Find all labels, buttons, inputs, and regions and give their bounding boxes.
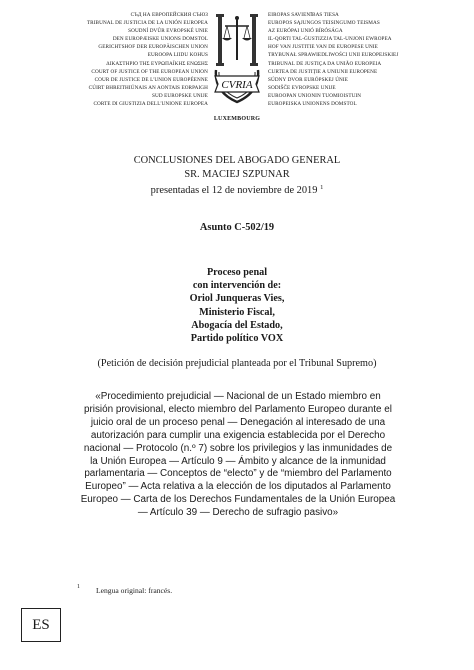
court-name: EUROPEISKA UNIONENS DOMSTOL [268, 101, 357, 108]
court-name: COUR DE JUSTICE DE L'UNION EUROPÉENNE [94, 76, 208, 83]
case-number: Asunto C-502/19 [199, 222, 275, 233]
court-name: GERICHTSHOF DER EUROPÄISCHEN UNION [98, 44, 208, 51]
court-emblem-icon [210, 12, 264, 116]
court-name: SOUDNÍ DVŮR EVROPSKÉ UNIE [128, 28, 208, 35]
footnote-number: 1 [77, 584, 80, 590]
court-names-left [58, 11, 208, 108]
party-name: Partido político VOX [190, 333, 284, 345]
court-name: HOF VAN JUSTITIE VAN DE EUROPESE UNIE [268, 44, 378, 51]
proceedings-block [0, 266, 474, 345]
title-line: CONCLUSIONES DEL ABOGADO GENERAL [133, 155, 341, 166]
court-name: CURTEA DE JUSTIȚIE A UNIUNII EUROPENE [268, 68, 378, 75]
emblem-caption: LUXEMBOURG [213, 116, 261, 122]
court-name: СЪД НА ЕВРОПЕЙСКИЯ СЪЮЗ [130, 12, 208, 18]
emblem-motto: CVRIA [221, 79, 253, 91]
reference-for-ruling: (Petición de decisión prejudicial planteada por el Tribunal Supremo) [97, 358, 377, 369]
court-name: EUROPOS SĄJUNGOS TEISINGUMO TEISMAS [268, 20, 380, 27]
party-name: Oriol Junqueras Vies, [189, 293, 285, 305]
court-name: SÚDNY DVOR EURÓPSKEJ ÚNIE [268, 76, 348, 83]
document-title [0, 154, 474, 198]
court-name: EIROPAS SAVIENĪBAS TIESA [268, 12, 339, 18]
advocate-general-name: SR. MACIEJ SZPUNAR [184, 168, 290, 180]
court-name: TRYBUNAŁ SPRAWIEDLIWOŚCI UNII EUROPEJSKIEJ [268, 52, 399, 59]
court-name: ΔΙΚΑΣΤΗΡΙΟ ΤΗΣ ΕΥΡΩΠΑΪΚΗΣ ΕΝΩΣΗΣ [106, 60, 208, 67]
party-name: Abogacía del Estado, [191, 319, 283, 331]
court-name: SUD EUROPSKE UNIJE [152, 92, 208, 99]
court-names-right [268, 11, 438, 108]
court-name: DEN EUROPÆISKE UNIONS DOMSTOL [112, 36, 208, 43]
proceedings-line: con intervención de: [192, 280, 282, 292]
delivery-date-line [0, 181, 474, 198]
language-code-box [21, 608, 61, 642]
court-name: TRIBUNAL DE JUSTICIA DE LA UNIÓN EUROPEA [86, 20, 208, 27]
footnote-reference[interactable]: 1 [320, 184, 324, 192]
court-name: CORTE DI GIUSTIZIA DELL'UNIONE EUROPEA [93, 101, 208, 108]
court-name: CÚIRT BHREITHIÚNAIS AN AONTAIS EORPAIGH [88, 84, 208, 91]
footnote-text: Lengua original: francés. [96, 586, 173, 595]
court-name: EUROOPAN UNIONIN TUOMIOISTUIN [268, 92, 362, 99]
keywords-paragraph: «Procedimiento prejudicial — Nacional de un Estado miembro en prisión provisional, electo miembro del Parlamento Europeo durante el juicio oral de un proceso penal — Denegación al interesado de una autorización para cumplir una exigencia establecida por el Derecho nacional — Protocolo (n.º 7) sobre los privilegios y las inmunidades de la Unión Europea — Artículo 9 — Ámbito y alcance de la inmunidad parlamentaria — Conceptos de “electo” y de “miembro del Parlamento Europeo” — Acta relativa a la elección de los diputados al Parlamento Europeo — Carta de los Derechos Fundamentales de la Unión Europea — Artículo 39 — Derecho de sufragio pasivo» [80, 391, 396, 519]
proceedings-line: Proceso penal [206, 267, 268, 278]
court-name: SODIŠČE EVROPSKE UNIJE [268, 84, 336, 91]
court-name: COURT OF JUSTICE OF THE EUROPEAN UNION [91, 68, 208, 75]
court-name: EUROOPA LIIDU KOHUS [147, 52, 208, 59]
delivery-date: presentadas el 12 de noviembre de 2019 [150, 185, 318, 197]
court-name: IL-QORTI TAL-ĠUSTIZZJA TAL-UNJONI EWROPEA [268, 36, 392, 43]
party-name: Ministerio Fiscal, [199, 306, 275, 318]
court-name: TRIBUNAL DE JUSTIÇA DA UNIÃO EUROPEIA [268, 60, 382, 67]
language-code: ES [32, 616, 50, 633]
court-name: AZ EURÓPAI UNIÓ BÍRÓSÁGA [268, 28, 343, 35]
